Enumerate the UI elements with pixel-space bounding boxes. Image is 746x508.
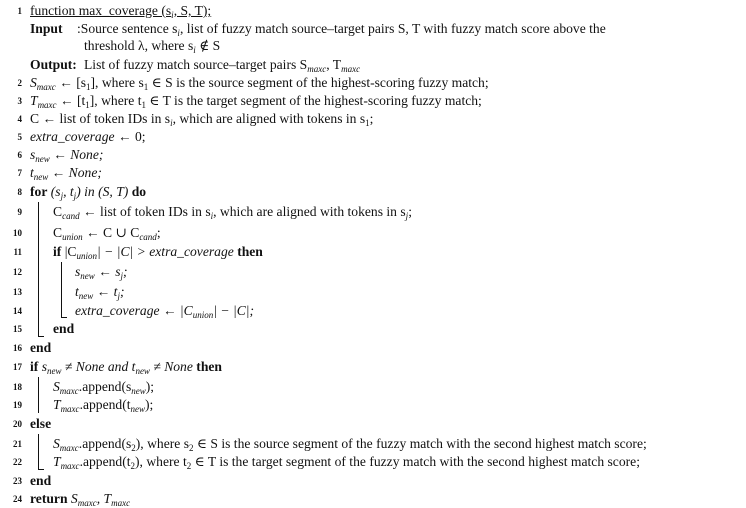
algorithm-line-21: 21 $S_{maxc}.append(s_2)$, where $s_2$ ∈ S is the source segment of the fuzzy match with the second highest match score; (0, 435, 746, 452)
algorithm-line-22: 22 $T_{maxc}.append(t_2)$, where $t_2$ ∈ T is the target segment of the fuzzy match with the second highest match score; (0, 453, 746, 470)
algorithm-line-6: 6 $s_{new}$ ← None; (0, 146, 746, 163)
line-number: 22 (13, 457, 22, 467)
algorithm-line-3: 3 $T_{maxc}$ ← $[t_1]$, where $t_1$ ∈ T is the target segment of the highest-scoring fuzzy match; (0, 92, 746, 109)
if-block-foot (61, 317, 67, 318)
line-number: 1 (17, 6, 22, 16)
input-label: Input (30, 21, 63, 36)
algorithm-line-23: 23 end (0, 472, 746, 489)
line-number: 5 (17, 132, 22, 142)
algorithm-line-11: 11 if $|C_{union}| - |C|$ > extra_coverage then (0, 243, 746, 260)
line-number: 16 (13, 343, 22, 353)
algorithm-line-8: 8 for ($s_j$, $t_j$) in (S, T) do (0, 183, 746, 200)
algorithm-line-9: 9 $C_{cand}$ ← list of token IDs in $s_i$, which are aligned with tokens in $s_j$; (0, 203, 746, 220)
line-number: 20 (13, 419, 22, 429)
line-number: 6 (17, 150, 22, 160)
algorithm-line-2: 2 $S_{maxc}$ ← $[s_1]$, where $s_1$ ∈ S is the source segment of the highest-scoring fuzzy match; (0, 74, 746, 91)
line-number: 4 (17, 114, 22, 124)
for-block-foot (38, 336, 44, 337)
line-number: 9 (17, 207, 22, 217)
input-line-2: threshold λ, where $s_i$ ∉ S (84, 38, 221, 55)
algorithm-line-10: 10 $C_{union}$ ← C ∪ $C_{cand}$; (0, 224, 746, 241)
algorithm-line-1 (0, 2, 746, 19)
input-line-1: Input :Source sentence $s_i$, list of fuzzy match source–target pairs S, T with fuzzy match score above the (30, 21, 606, 38)
line-number: 21 (13, 439, 22, 449)
algorithm-line-13: 13 $t_{new}$ ← $t_j$; (0, 283, 746, 300)
line-number: 10 (13, 228, 22, 238)
line-number: 14 (13, 306, 22, 316)
line-number: 24 (13, 494, 22, 504)
algorithm-line-18: 18 $S_{maxc}.append(s_{new})$; (0, 378, 746, 395)
line-number: 17 (13, 362, 22, 372)
line-number: 15 (13, 324, 22, 334)
function-signature: function max_coverage ($s_i$, S, T); (30, 3, 212, 20)
algorithm-line-7: 7 $t_{new}$ ← None; (0, 164, 746, 181)
algorithm-line-15: 15 end (0, 320, 746, 337)
algorithm-line-4: 4 C ← list of token IDs in $s_i$, which are aligned with tokens in $s_1$; (0, 110, 746, 127)
algorithm-line-5: 5 extra_coverage ← 0; (0, 128, 746, 145)
line-number: 11 (13, 247, 22, 257)
line-number: 2 (17, 78, 22, 88)
algorithm-line-17: 17 if $s_{new}$ ≠ None and $t_{new}$ ≠ None then (0, 358, 746, 375)
algorithm-line-19: 19 $T_{maxc}.append(t_{new})$; (0, 396, 746, 413)
line-number: 18 (13, 382, 22, 392)
algorithm-line-24: 24 return $S_{maxc}$, $T_{maxc}$ (0, 490, 746, 507)
line-number: 7 (17, 168, 22, 178)
line-number: 3 (17, 96, 22, 106)
algorithm-line-20: 20 else (0, 415, 746, 432)
line-number: 19 (13, 400, 22, 410)
if-block-foot-2 (38, 469, 44, 470)
algorithm-line-16: 16 end (0, 339, 746, 356)
output-label: Output: (30, 57, 77, 72)
line-number: 12 (13, 267, 22, 277)
output-line: Output: List of fuzzy match source–target pairs $S_{maxc}$, $T_{maxc}$ (30, 57, 361, 74)
line-number: 13 (13, 287, 22, 297)
algorithm-line-14: 14 extra_coverage ← $|C_{union}| - |C|$; (0, 302, 746, 319)
line-number: 8 (17, 187, 22, 197)
line-number: 23 (13, 476, 22, 486)
algorithm-line-12: 12 $s_{new}$ ← $s_j$; (0, 263, 746, 280)
